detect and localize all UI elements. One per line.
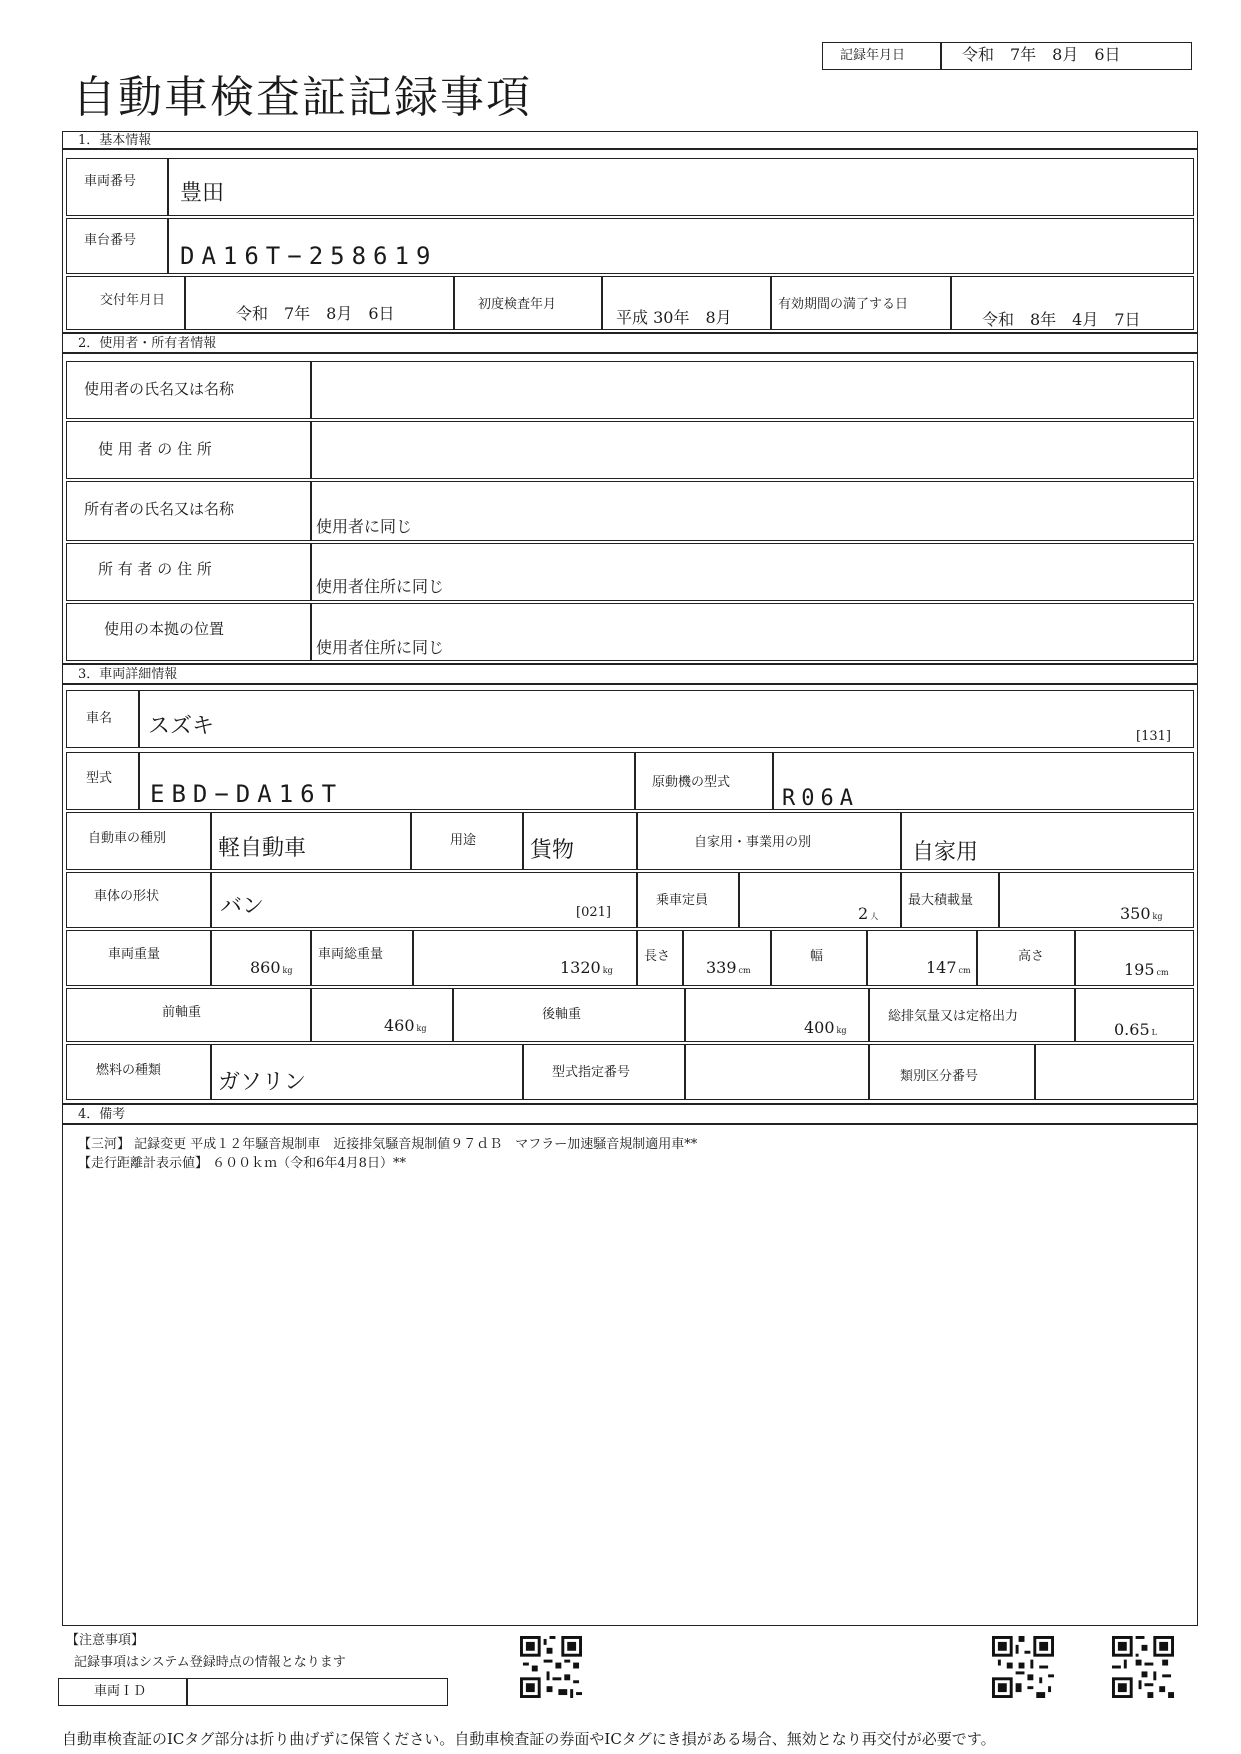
reg-number-row (66, 158, 1194, 216)
divider (682, 930, 684, 986)
owner-address-row (66, 543, 1194, 601)
section-remarks-title: 4．備考 (78, 1107, 126, 1122)
divider (184, 276, 186, 330)
divider (186, 1678, 188, 1706)
private-business-label: 自家用・事業用の別 (694, 835, 812, 850)
divider (738, 872, 740, 928)
front-axle-value: 460 kg (384, 1016, 427, 1035)
divider (410, 812, 412, 870)
divider (210, 872, 212, 928)
private-business-value: 自家用 (912, 840, 979, 865)
divider (976, 930, 978, 986)
expiry-value: 令和 8年 4月 7日 (982, 310, 1141, 329)
divider (310, 988, 312, 1042)
page-title: 自動車検査証記録事項 (72, 72, 532, 123)
divider (62, 1123, 1198, 1125)
divider (636, 930, 638, 986)
divider (868, 1044, 870, 1100)
capacity-value: 2 人 (858, 904, 879, 923)
owner-address-label: 所 有 者 の 住 所 (98, 560, 212, 578)
vehicle-id-label: 車両ＩＤ (94, 1684, 147, 1699)
owner-name-label: 所有者の氏名又は名称 (84, 500, 235, 518)
rear-axle-value: 400 kg (804, 1018, 847, 1037)
issue-date-label: 交付年月日 (100, 293, 166, 308)
purpose-value: 貨物 (530, 838, 575, 863)
record-date-value: 令和 7年 8月 6日 (962, 45, 1121, 64)
displacement-value: 0.65 L (1114, 1020, 1157, 1039)
fuel-value: ガソリン (218, 1070, 307, 1095)
divider (453, 276, 455, 330)
divider (310, 361, 312, 419)
record-date-label: 記録年月日 (840, 48, 906, 63)
divider (310, 543, 312, 601)
section-basic-title: 1．基本情報 (78, 133, 152, 148)
front-axle-label: 前軸重 (162, 1005, 202, 1020)
divider (998, 872, 1000, 928)
purpose-label: 用途 (450, 833, 477, 848)
fuel-label: 燃料の種類 (96, 1063, 162, 1078)
divider (634, 752, 636, 810)
divider (62, 148, 1198, 150)
divider (772, 752, 774, 810)
width-value: 147 cm (926, 958, 971, 977)
divider (310, 603, 312, 661)
model-value: EBD−DA16T (150, 780, 344, 808)
divider (62, 683, 1198, 685)
base-location-value: 使用者住所に同じ (316, 638, 445, 657)
gross-weight-value: 1320 kg (560, 958, 613, 977)
divider (866, 930, 868, 986)
notes-heading: 【注意事項】 (66, 1633, 145, 1648)
divider (310, 421, 312, 479)
section-remarks (62, 1104, 1198, 1626)
length-value: 339 cm (706, 958, 751, 977)
chassis-number-value: DA16T−258619 (180, 242, 438, 270)
axle-row (66, 988, 1194, 1042)
divider (950, 276, 952, 330)
first-reg-value: 平成 30年 8月 (616, 308, 732, 327)
user-name-row (66, 361, 1194, 419)
chassis-number-label: 車台番号 (84, 233, 137, 248)
model-label: 型式 (86, 771, 113, 786)
qr-code-icon (992, 1636, 1054, 1698)
divider (1074, 988, 1076, 1042)
qr-code-icon (1112, 1636, 1174, 1698)
make-value: スズキ (148, 714, 215, 739)
engine-model-value: R06A (782, 786, 859, 811)
divider (770, 930, 772, 986)
divider (310, 481, 312, 541)
make-row (66, 690, 1194, 748)
divider (452, 988, 454, 1042)
divider (167, 218, 169, 274)
remarks-line: 【走行距離計表示値】 ６００ｋｍ（令和6年4月8日）** (78, 1156, 406, 1171)
vehicle-type-label: 自動車の種別 (88, 831, 167, 846)
divider (868, 988, 870, 1042)
section-vehicle-title: 3．車両詳細情報 (78, 667, 178, 682)
base-location-row (66, 603, 1194, 661)
category-number-label: 類別区分番号 (900, 1069, 979, 1084)
owner-name-value: 使用者に同じ (316, 517, 413, 536)
width-label: 幅 (810, 949, 824, 964)
qr-code-icon (520, 1636, 582, 1698)
height-label: 高さ (1018, 949, 1045, 964)
owner-address-value: 使用者住所に同じ (316, 577, 445, 596)
divider (138, 752, 140, 810)
rear-axle-label: 後軸重 (542, 1007, 582, 1022)
capacity-label: 乗車定員 (656, 893, 709, 908)
length-label: 長さ (644, 949, 671, 964)
divider (601, 276, 603, 330)
divider (210, 1044, 212, 1100)
section-user-owner-title: 2．使用者・所有者情報 (78, 336, 217, 351)
divider (310, 930, 312, 986)
divider (684, 988, 686, 1042)
divider (522, 1044, 524, 1100)
divider (940, 42, 942, 70)
user-name-label: 使用者の氏名又は名称 (84, 380, 235, 398)
weight-value: 860 kg (250, 958, 293, 977)
divider (210, 812, 212, 870)
user-address-label: 使 用 者 の 住 所 (98, 440, 212, 458)
divider (1034, 1044, 1036, 1100)
divider (636, 872, 638, 928)
divider (412, 930, 414, 986)
reg-number-value: 豊田 (180, 181, 225, 206)
user-address-row (66, 421, 1194, 479)
divider (210, 930, 212, 986)
issue-date-value: 令和 7年 8月 6日 (236, 304, 395, 323)
divider (636, 812, 638, 870)
displacement-label: 総排気量又は定格出力 (888, 1009, 1019, 1024)
body-shape-value: バン (220, 894, 265, 919)
footer-note: 自動車検査証のICタグ部分は折り曲げずに保管ください。自動車検査証の券面やICタグにき損がある場合、無効となり再交付が必要です。 (62, 1730, 996, 1748)
divider (770, 276, 772, 330)
height-value: 195 cm (1124, 960, 1169, 979)
divider (684, 1044, 686, 1100)
divider (900, 812, 902, 870)
base-location-label: 使用の本拠の位置 (104, 620, 225, 638)
divider (62, 352, 1198, 354)
make-label: 車名 (86, 711, 113, 726)
vehicle-type-value: 軽自動車 (218, 836, 307, 861)
body-shape-code: [021] (576, 905, 611, 920)
divider (138, 690, 140, 748)
gross-weight-label: 車両総重量 (318, 947, 384, 962)
divider (1074, 930, 1076, 986)
body-shape-label: 車体の形状 (94, 889, 160, 904)
notes-line: 記録事項はシステム登録時点の情報となります (74, 1655, 346, 1670)
reg-number-label: 車両番号 (84, 174, 137, 189)
make-code: [131] (1136, 729, 1171, 744)
weight-label: 車両重量 (108, 947, 161, 962)
type-designation-label: 型式指定番号 (552, 1065, 631, 1080)
divider (900, 872, 902, 928)
first-reg-label: 初度検査年月 (478, 297, 557, 312)
divider (522, 812, 524, 870)
max-load-value: 350 kg (1120, 904, 1163, 923)
engine-model-label: 原動機の型式 (652, 775, 731, 790)
divider (167, 158, 169, 216)
max-load-label: 最大積載量 (908, 893, 974, 908)
expiry-label: 有効期間の満了する日 (778, 297, 909, 312)
owner-name-row (66, 481, 1194, 541)
remarks-line: 【三河】 記録変更 平成１２年騒音規制車 近接排気騒音規制値９７ｄＢ マフラー加速騒音規制適用車** (78, 1137, 698, 1152)
